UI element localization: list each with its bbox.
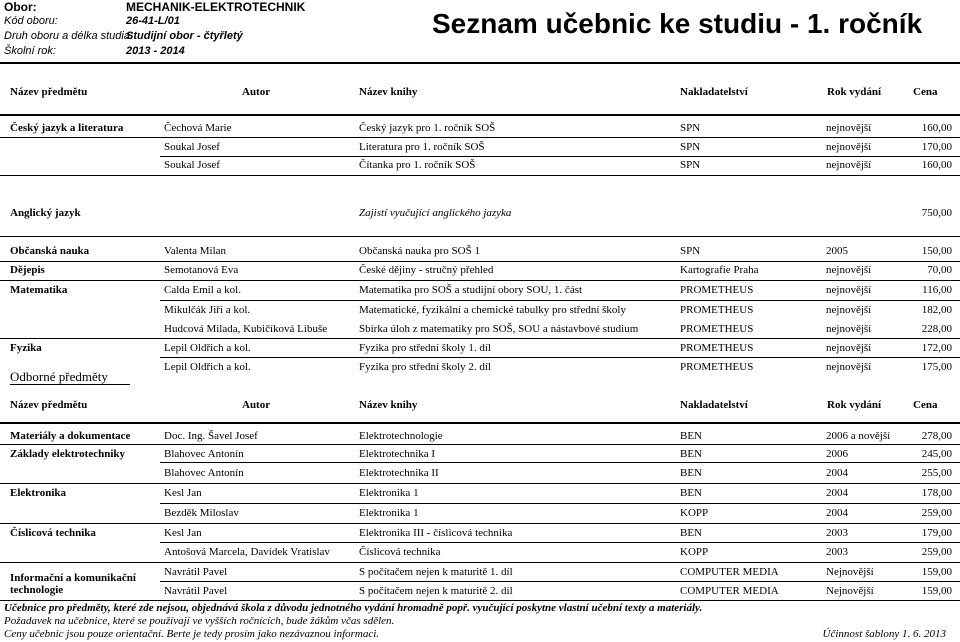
col-publisher-header: Nakladatelství	[680, 86, 748, 98]
row-divider	[0, 175, 960, 176]
price-cell: 228,00	[921, 323, 952, 335]
table-header-divider	[0, 114, 960, 116]
table-header-divider	[0, 422, 960, 424]
publisher-cell: PROMETHEUS	[680, 323, 754, 335]
page-title: Seznam učebnic ke studiu - 1. ročník	[432, 8, 923, 39]
author-cell: Lepil Oldřich a kol.	[164, 361, 251, 373]
obor-label: Obor:	[4, 0, 37, 14]
author-cell: Kesl Jan	[164, 487, 202, 499]
subject-cell: Český jazyk a literatura	[10, 122, 124, 134]
book-cell: Elektronika III - číslicová technika	[359, 527, 513, 539]
price-cell: 255,00	[921, 467, 952, 479]
book-cell: Číslicová technika	[359, 546, 441, 558]
author-cell: Valenta Milan	[164, 245, 227, 257]
row-divider	[0, 523, 960, 524]
row-divider	[0, 562, 960, 563]
year-cell: 2003	[826, 546, 848, 558]
year-cell: nejnovější	[826, 342, 872, 354]
price-cell: 160,00	[921, 122, 952, 134]
publisher-cell: COMPUTER MEDIA	[680, 585, 779, 597]
rok-value: 2013 - 2014	[126, 45, 185, 57]
publisher-cell: SPN	[680, 159, 701, 171]
row-divider	[0, 338, 960, 339]
author-cell: Calda Emil a kol.	[164, 284, 241, 296]
publisher-cell: BEN	[680, 467, 702, 479]
col-subject-header: Název předmětu	[10, 86, 88, 98]
col-price-header: Cena	[913, 86, 938, 98]
subject-cell: Matematika	[10, 284, 68, 296]
publisher-cell: BEN	[680, 448, 702, 460]
col-author-header: Autor	[242, 399, 271, 411]
col-publisher-header: Nakladatelství	[680, 399, 748, 411]
publisher-cell: PROMETHEUS	[680, 284, 754, 296]
row-divider	[160, 581, 960, 582]
price-cell: 179,00	[921, 527, 952, 539]
author-cell: Čechová Marie	[164, 122, 232, 134]
book-cell: Fyzika pro střední školy 1. díl	[359, 342, 491, 354]
subject-cell: Elektronika	[10, 487, 67, 499]
book-cell: Matematika pro SOŠ a studijní obory SOU, 1. část	[359, 284, 583, 296]
book-cell: Elektronika 1	[359, 487, 419, 499]
col-book-header: Název knihy	[359, 86, 418, 98]
footer-note-1: Učebnice pro předměty, které zde nejsou, objednává škola z důvodu jednotného vydání hromadně popř. vyučující poskytne vlastní učební texty a materiály.	[4, 602, 703, 614]
year-cell: 2004	[826, 467, 848, 479]
row-divider	[160, 542, 960, 543]
year-cell: 2004	[826, 507, 848, 519]
price-cell: 178,00	[921, 487, 952, 499]
publisher-cell: PROMETHEUS	[680, 361, 754, 373]
year-cell: 2005	[826, 245, 848, 257]
year-cell: 2006	[826, 448, 848, 460]
author-cell: Doc. Ing. Šavel Josef	[164, 430, 258, 442]
publisher-cell: BEN	[680, 430, 702, 442]
subject-cell: Fyzika	[10, 342, 42, 354]
rok-label: Školní rok:	[4, 45, 56, 57]
author-cell: Lepil Oldřich a kol.	[164, 342, 251, 354]
author-cell: Antošová Marcela, Davídek Vratislav	[164, 546, 330, 558]
book-cell: S počítačem nejen k maturitě 1. díl	[359, 566, 513, 578]
obor-value: MECHANIK-ELEKTROTECHNIK	[126, 0, 306, 14]
row-divider	[160, 156, 960, 157]
year-cell: nejnovější	[826, 264, 872, 276]
publisher-cell: KOPP	[680, 507, 709, 519]
price-cell: 70,00	[927, 264, 952, 276]
subject-cell: Občanská nauka	[10, 245, 90, 257]
publisher-cell: SPN	[680, 245, 701, 257]
subject-cell: Informační a komunikační	[10, 572, 136, 584]
publisher-cell: SPN	[680, 141, 701, 153]
price-cell: 116,00	[922, 284, 952, 296]
row-divider	[0, 280, 960, 281]
col-author-header: Autor	[242, 86, 271, 98]
publisher-cell: PROMETHEUS	[680, 342, 754, 354]
footer-validity: Účinnost šablony 1. 6. 2013	[822, 628, 946, 640]
year-cell: 2004	[826, 487, 848, 499]
col-price-header: Cena	[913, 399, 938, 411]
book-cell: Elektronika 1	[359, 507, 419, 519]
druh-label: Druh oboru a délka studia:	[4, 30, 134, 42]
section-title-underline	[10, 384, 130, 385]
section-title-vocational: Odborné předměty	[10, 369, 108, 384]
author-cell: Blahovec Antonín	[164, 467, 244, 479]
price-cell: 182,00	[921, 304, 952, 316]
price-cell: 160,00	[921, 159, 952, 171]
price-cell: 172,00	[921, 342, 952, 354]
book-cell: České dějiny - stručný přehled	[359, 264, 494, 276]
author-cell: Semotanová Eva	[164, 264, 239, 276]
year-cell: 2003	[826, 527, 848, 539]
row-divider	[160, 357, 960, 358]
price-cell: 750,00	[921, 207, 952, 219]
row-divider	[0, 600, 960, 601]
col-subject-header: Název předmětu	[10, 399, 88, 411]
book-cell: Český jazyk pro 1. ročník SOŠ	[359, 122, 496, 134]
publisher-cell: BEN	[680, 527, 702, 539]
publisher-cell: BEN	[680, 487, 702, 499]
subject-cell: Základy elektrotechniky	[10, 448, 126, 460]
row-divider	[0, 261, 960, 262]
author-cell: Kesl Jan	[164, 527, 202, 539]
author-cell: Hudcová Milada, Kubičíková Libuše	[164, 323, 328, 335]
author-cell: Soukal Josef	[164, 159, 220, 171]
publisher-cell: KOPP	[680, 546, 709, 558]
book-cell: Zajistí vyučující anglického jazyka	[359, 207, 512, 219]
author-cell: Navrátil Pavel	[164, 566, 228, 578]
kod-label: Kód oboru:	[4, 15, 58, 27]
row-divider	[0, 137, 960, 138]
book-cell: Elektrotechnika II	[359, 467, 439, 479]
year-cell: Nejnovější	[826, 585, 874, 597]
year-cell: nejnovější	[826, 304, 872, 316]
subject-cell: Materiály a dokumentace	[10, 430, 131, 442]
book-cell: Elektrotechnologie	[359, 430, 443, 442]
subject-cell: Dějepis	[10, 264, 45, 276]
price-cell: 150,00	[921, 245, 952, 257]
year-cell: nejnovější	[826, 141, 872, 153]
price-cell: 159,00	[921, 566, 952, 578]
author-cell: Bezděk Miloslav	[164, 507, 239, 519]
price-cell: 278,00	[921, 430, 952, 442]
price-cell: 259,00	[921, 507, 952, 519]
subject-cell: Anglický jazyk	[10, 207, 81, 219]
book-cell: S počítačem nejen k maturitě 2. díl	[359, 585, 513, 597]
book-cell: Matematické, fyzikální a chemické tabulky pro střední školy	[359, 304, 626, 316]
price-cell: 175,00	[921, 361, 952, 373]
price-cell: 159,00	[921, 585, 952, 597]
year-cell: nejnovější	[826, 159, 872, 171]
author-cell: Blahovec Antonín	[164, 448, 244, 460]
kod-value: 26-41-L/01	[126, 15, 180, 27]
book-cell: Sbírka úloh z matematiky pro SOŠ, SOU a nástavbové studium	[359, 323, 639, 335]
publisher-cell: Kartografie Praha	[680, 264, 759, 276]
price-cell: 245,00	[921, 448, 952, 460]
publisher-cell: PROMETHEUS	[680, 304, 754, 316]
year-cell: Nejnovější	[826, 566, 874, 578]
publisher-cell: SPN	[680, 122, 701, 134]
row-divider	[0, 236, 960, 237]
book-cell: Občanská nauka pro SOŠ 1	[359, 245, 480, 257]
price-cell: 170,00	[921, 141, 952, 153]
author-cell: Navrátil Pavel	[164, 585, 228, 597]
book-cell: Čítanka pro 1. ročník SOŠ	[359, 159, 476, 171]
header-divider	[0, 62, 960, 64]
price-cell: 259,00	[921, 546, 952, 558]
author-cell: Mikulčák Jiří a kol.	[164, 304, 251, 316]
row-divider	[0, 444, 960, 445]
footer-note-3: Ceny učebnic jsou pouze orientační. Berte je tedy prosím jako nezávaznou informaci.	[4, 628, 380, 640]
book-cell: Literatura pro 1. ročník SOŠ	[359, 141, 485, 153]
druh-value: Studijní obor - čtyřletý	[126, 30, 243, 42]
subject-cell: technologie	[10, 584, 64, 596]
subject-cell: Číslicová technika	[10, 527, 96, 539]
year-cell: nejnovější	[826, 122, 872, 134]
publisher-cell: COMPUTER MEDIA	[680, 566, 779, 578]
row-divider	[0, 483, 960, 484]
row-divider	[160, 462, 960, 463]
col-book-header: Název knihy	[359, 399, 418, 411]
year-cell: nejnovější	[826, 284, 872, 296]
author-cell: Soukal Josef	[164, 141, 220, 153]
col-year-header: Rok vydání	[827, 86, 882, 98]
row-divider	[160, 503, 960, 504]
col-year-header: Rok vydání	[827, 399, 882, 411]
row-divider	[160, 300, 960, 301]
year-cell: nejnovější	[826, 361, 872, 373]
footer-note-2: Požadavek na učebnice, které se používají ve vyšších ročnících, bude žákům včas sdělen.	[4, 615, 395, 627]
book-cell: Elektrotechnika I	[359, 448, 436, 460]
year-cell: 2006 a novější	[826, 430, 891, 442]
year-cell: nejnovější	[826, 323, 872, 335]
book-cell: Fyzika pro střední školy 2. díl	[359, 361, 491, 373]
